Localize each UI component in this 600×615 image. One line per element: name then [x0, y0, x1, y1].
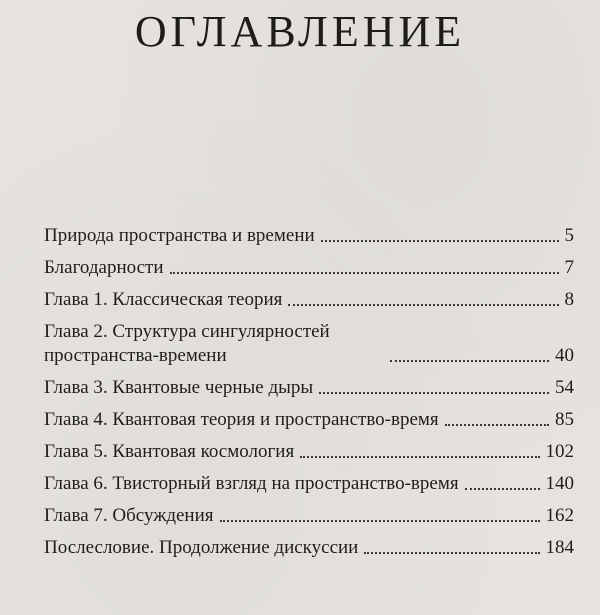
table-of-contents	[44, 224, 574, 568]
toc-entry-title: Благодарности	[44, 257, 164, 278]
toc-entry-page: 184	[545, 537, 574, 558]
toc-entry-title: Глава 5. Квантовая космология	[44, 441, 295, 462]
toc-entry-9	[44, 504, 574, 528]
dot-leader	[220, 520, 540, 522]
toc-entry-4	[44, 320, 574, 368]
toc-entry-page: 7	[564, 257, 574, 278]
toc-entry-page: 54	[555, 377, 574, 398]
toc-entry-title: Послесловие. Продолжение дискуссии	[44, 537, 359, 558]
toc-entry-3	[44, 288, 574, 312]
toc-entry-8	[44, 472, 574, 496]
toc-entry-title: Глава 3. Квантовые черные дыры	[44, 377, 314, 398]
toc-entry-7	[44, 440, 574, 464]
toc-entry-title: Глава 2. Структура сингулярностей пространства-времени	[44, 321, 330, 366]
toc-entry-1	[44, 224, 574, 248]
toc-entry-2	[44, 256, 574, 280]
dot-leader	[319, 392, 549, 394]
toc-entry-title: Природа пространства и времени	[44, 225, 315, 246]
toc-entry-title: Глава 7. Обсуждения	[44, 505, 214, 526]
toc-entry-6	[44, 408, 574, 432]
toc-entry-page: 5	[564, 225, 574, 246]
toc-entry-page: 40	[555, 345, 574, 366]
toc-entry-title: Глава 1. Классическая теория	[44, 289, 283, 310]
toc-entry-page: 162	[545, 505, 574, 526]
toc-entry-5	[44, 376, 574, 400]
dot-leader	[445, 424, 549, 426]
dot-leader	[321, 240, 559, 242]
toc-entry-page: 85	[555, 409, 574, 430]
page-title: ОГЛАВЛЕНИЕ	[134, 7, 466, 56]
dot-leader	[300, 456, 539, 458]
dot-leader	[465, 488, 540, 490]
toc-entry-page: 102	[545, 441, 574, 462]
toc-entry-10	[44, 536, 574, 560]
dot-leader	[170, 272, 559, 274]
toc-entry-page: 140	[545, 473, 574, 494]
dot-leader	[390, 360, 549, 362]
toc-entry-title: Глава 6. Твисторный взгляд на пространство-время	[44, 473, 459, 494]
toc-entry-title: Глава 4. Квантовая теория и пространство-время	[44, 409, 439, 430]
dot-leader	[364, 552, 539, 554]
dot-leader	[288, 304, 558, 306]
toc-entry-page: 8	[564, 289, 574, 310]
